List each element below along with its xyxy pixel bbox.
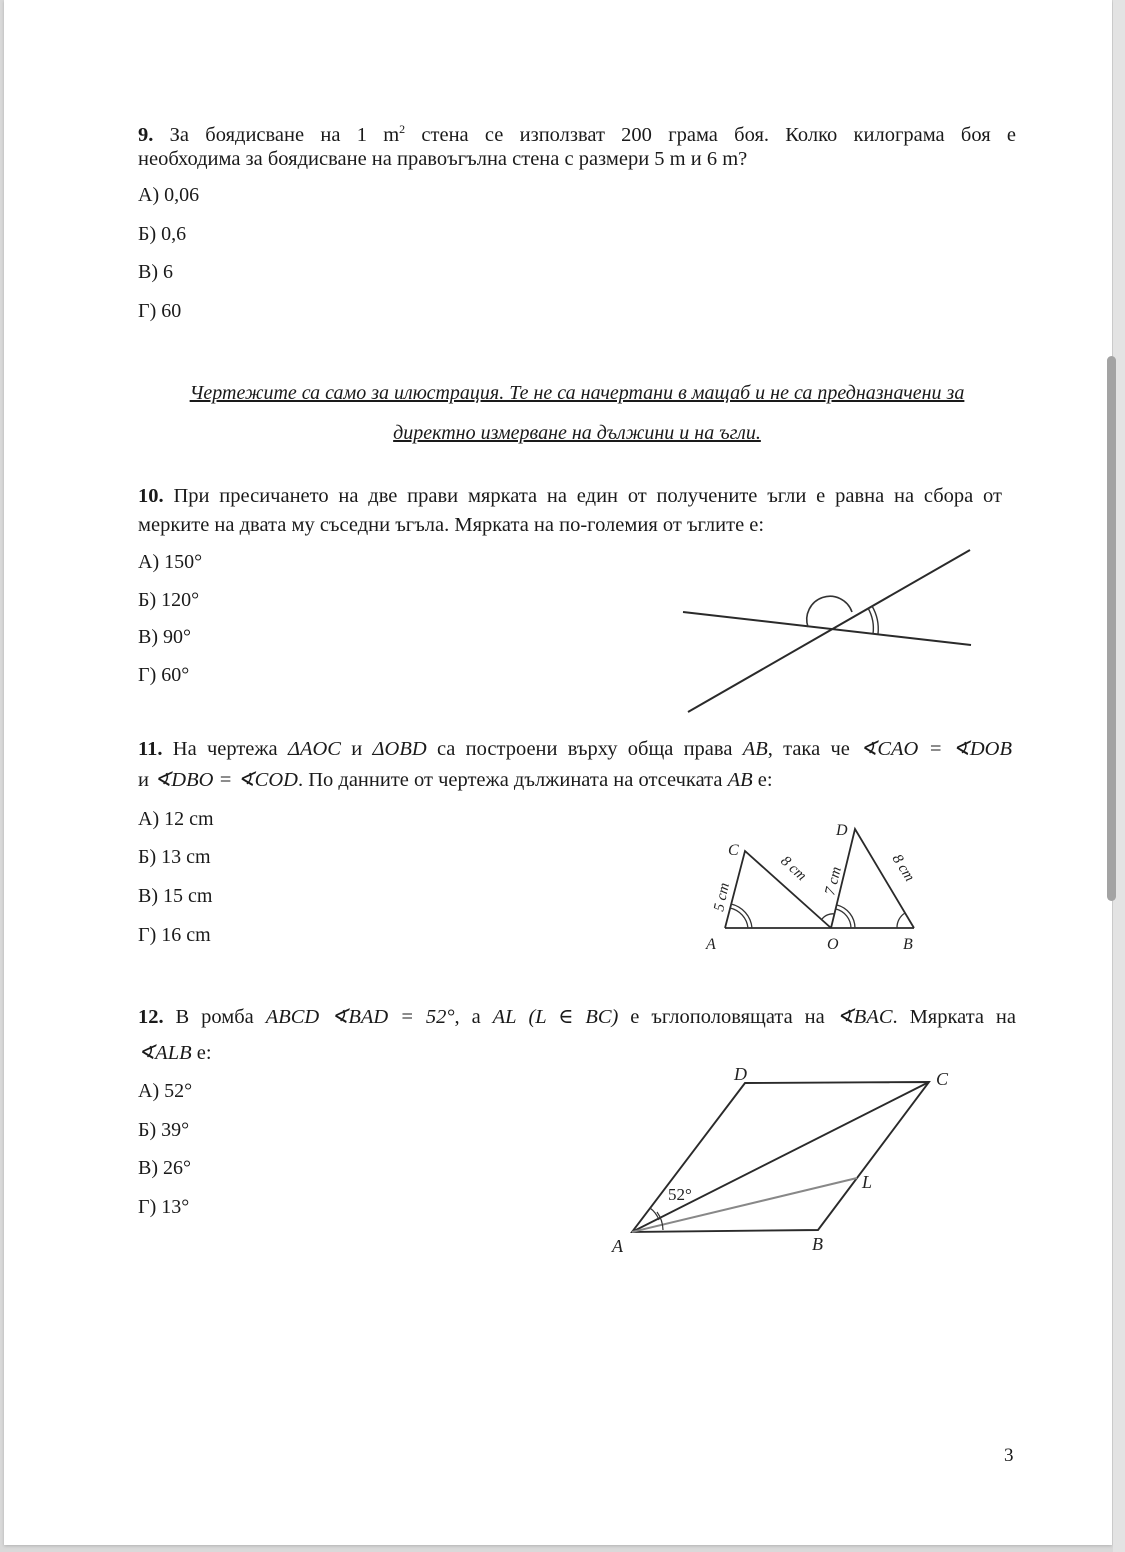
acute-angle-double-arc xyxy=(868,608,873,634)
illustration-note-line-1: Чертежите са само за илюстрация. Те не са начертани в мащаб и не са предназначени за xyxy=(189,382,965,404)
triangles-aoc-obd-figure xyxy=(690,810,940,960)
question-11-option-d[interactable]: Г) 16 cm xyxy=(138,924,211,946)
question-11-option-b[interactable]: Б) 13 cm xyxy=(138,846,211,868)
question-10-line-2: мерките на двата му съседни ъгъла. Мярката на по-големия от ъглите е: xyxy=(138,514,765,536)
question-11-number: 11. xyxy=(138,738,163,760)
question-10-option-c[interactable]: В) 90° xyxy=(138,626,191,648)
intersecting-lines-figure xyxy=(670,540,970,720)
question-12-option-b[interactable]: Б) 39° xyxy=(138,1119,190,1141)
question-12-option-d[interactable]: Г) 13° xyxy=(138,1196,190,1218)
svg-text:C: C xyxy=(936,1069,949,1089)
question-9-line-2: необходима за боядисване на правоъгълна стена с размери 5 m и 6 m? xyxy=(138,148,748,170)
svg-text:O: O xyxy=(827,936,839,953)
diagonal-ac xyxy=(632,1082,929,1232)
svg-text:7 cm: 7 cm xyxy=(822,865,845,897)
question-11-option-a[interactable]: А) 12 cm xyxy=(138,808,214,830)
question-9-option-d[interactable]: Г) 60 xyxy=(138,300,182,322)
question-9-line-1: 9. За боядисване на 1 $m^2$ стена се използват 200 грама боя. Колко килограма боя е xyxy=(138,122,1017,146)
question-12-option-a[interactable]: А) 52° xyxy=(138,1080,193,1102)
question-9-option-c[interactable]: В) 6 xyxy=(138,261,173,283)
svg-text:A: A xyxy=(612,1236,623,1256)
question-10-line-1: 10. При пресичането на две прави мярката на един от получените ъгли е равна на сбора от xyxy=(138,485,1002,507)
svg-text:5 cm: 5 cm xyxy=(711,881,733,913)
question-12-option-c[interactable]: В) 26° xyxy=(138,1157,191,1179)
svg-text:B: B xyxy=(903,936,913,953)
question-11-line-2: и ∢DBO = ∢COD. По данните от чертежа дължината на отсечката AB е: xyxy=(138,769,773,791)
page-number: 3 xyxy=(1004,1445,1014,1466)
question-10-number: 10. xyxy=(138,485,164,507)
svg-text:L: L xyxy=(862,1172,873,1192)
question-11-option-c[interactable]: В) 15 cm xyxy=(138,885,213,907)
svg-text:8 cm: 8 cm xyxy=(888,851,918,885)
svg-text:A: A xyxy=(706,936,716,953)
scrollbar-thumb[interactable] xyxy=(1107,356,1116,901)
question-12-line-1: 12. В ромба ABCD ∢BAD = 52°, а AL (L ∈ BC) е ъглополовящата на ∢BAC. Мярката на xyxy=(138,1006,1017,1028)
illustration-note-line-2: директно измерване на дължини и на ъгли. xyxy=(393,422,761,444)
question-12-line-2: ∢ALB е: xyxy=(138,1042,212,1064)
question-11-line-1: 11. На чертежа ΔAOC и ΔOBD са построени върху обща права AB, така че ∢CAO = ∢DOB xyxy=(138,738,1012,760)
rhombus-abcd-figure xyxy=(600,1060,970,1260)
question-12-number: 12. xyxy=(138,1006,164,1028)
question-9-number: 9. xyxy=(138,123,154,146)
question-10-option-a[interactable]: А) 150° xyxy=(138,551,203,573)
question-10-option-d[interactable]: Г) 60° xyxy=(138,664,190,686)
svg-text:B: B xyxy=(812,1234,823,1254)
svg-text:D: D xyxy=(836,822,848,839)
question-9-option-a[interactable]: А) 0,06 xyxy=(138,184,200,206)
svg-text:C: C xyxy=(728,842,739,859)
svg-text:52°: 52° xyxy=(668,1185,692,1204)
question-10-option-b[interactable]: Б) 120° xyxy=(138,589,200,611)
svg-text:8 cm: 8 cm xyxy=(777,853,810,885)
svg-text:D: D xyxy=(734,1064,747,1084)
question-9-option-b[interactable]: Б) 0,6 xyxy=(138,223,187,245)
